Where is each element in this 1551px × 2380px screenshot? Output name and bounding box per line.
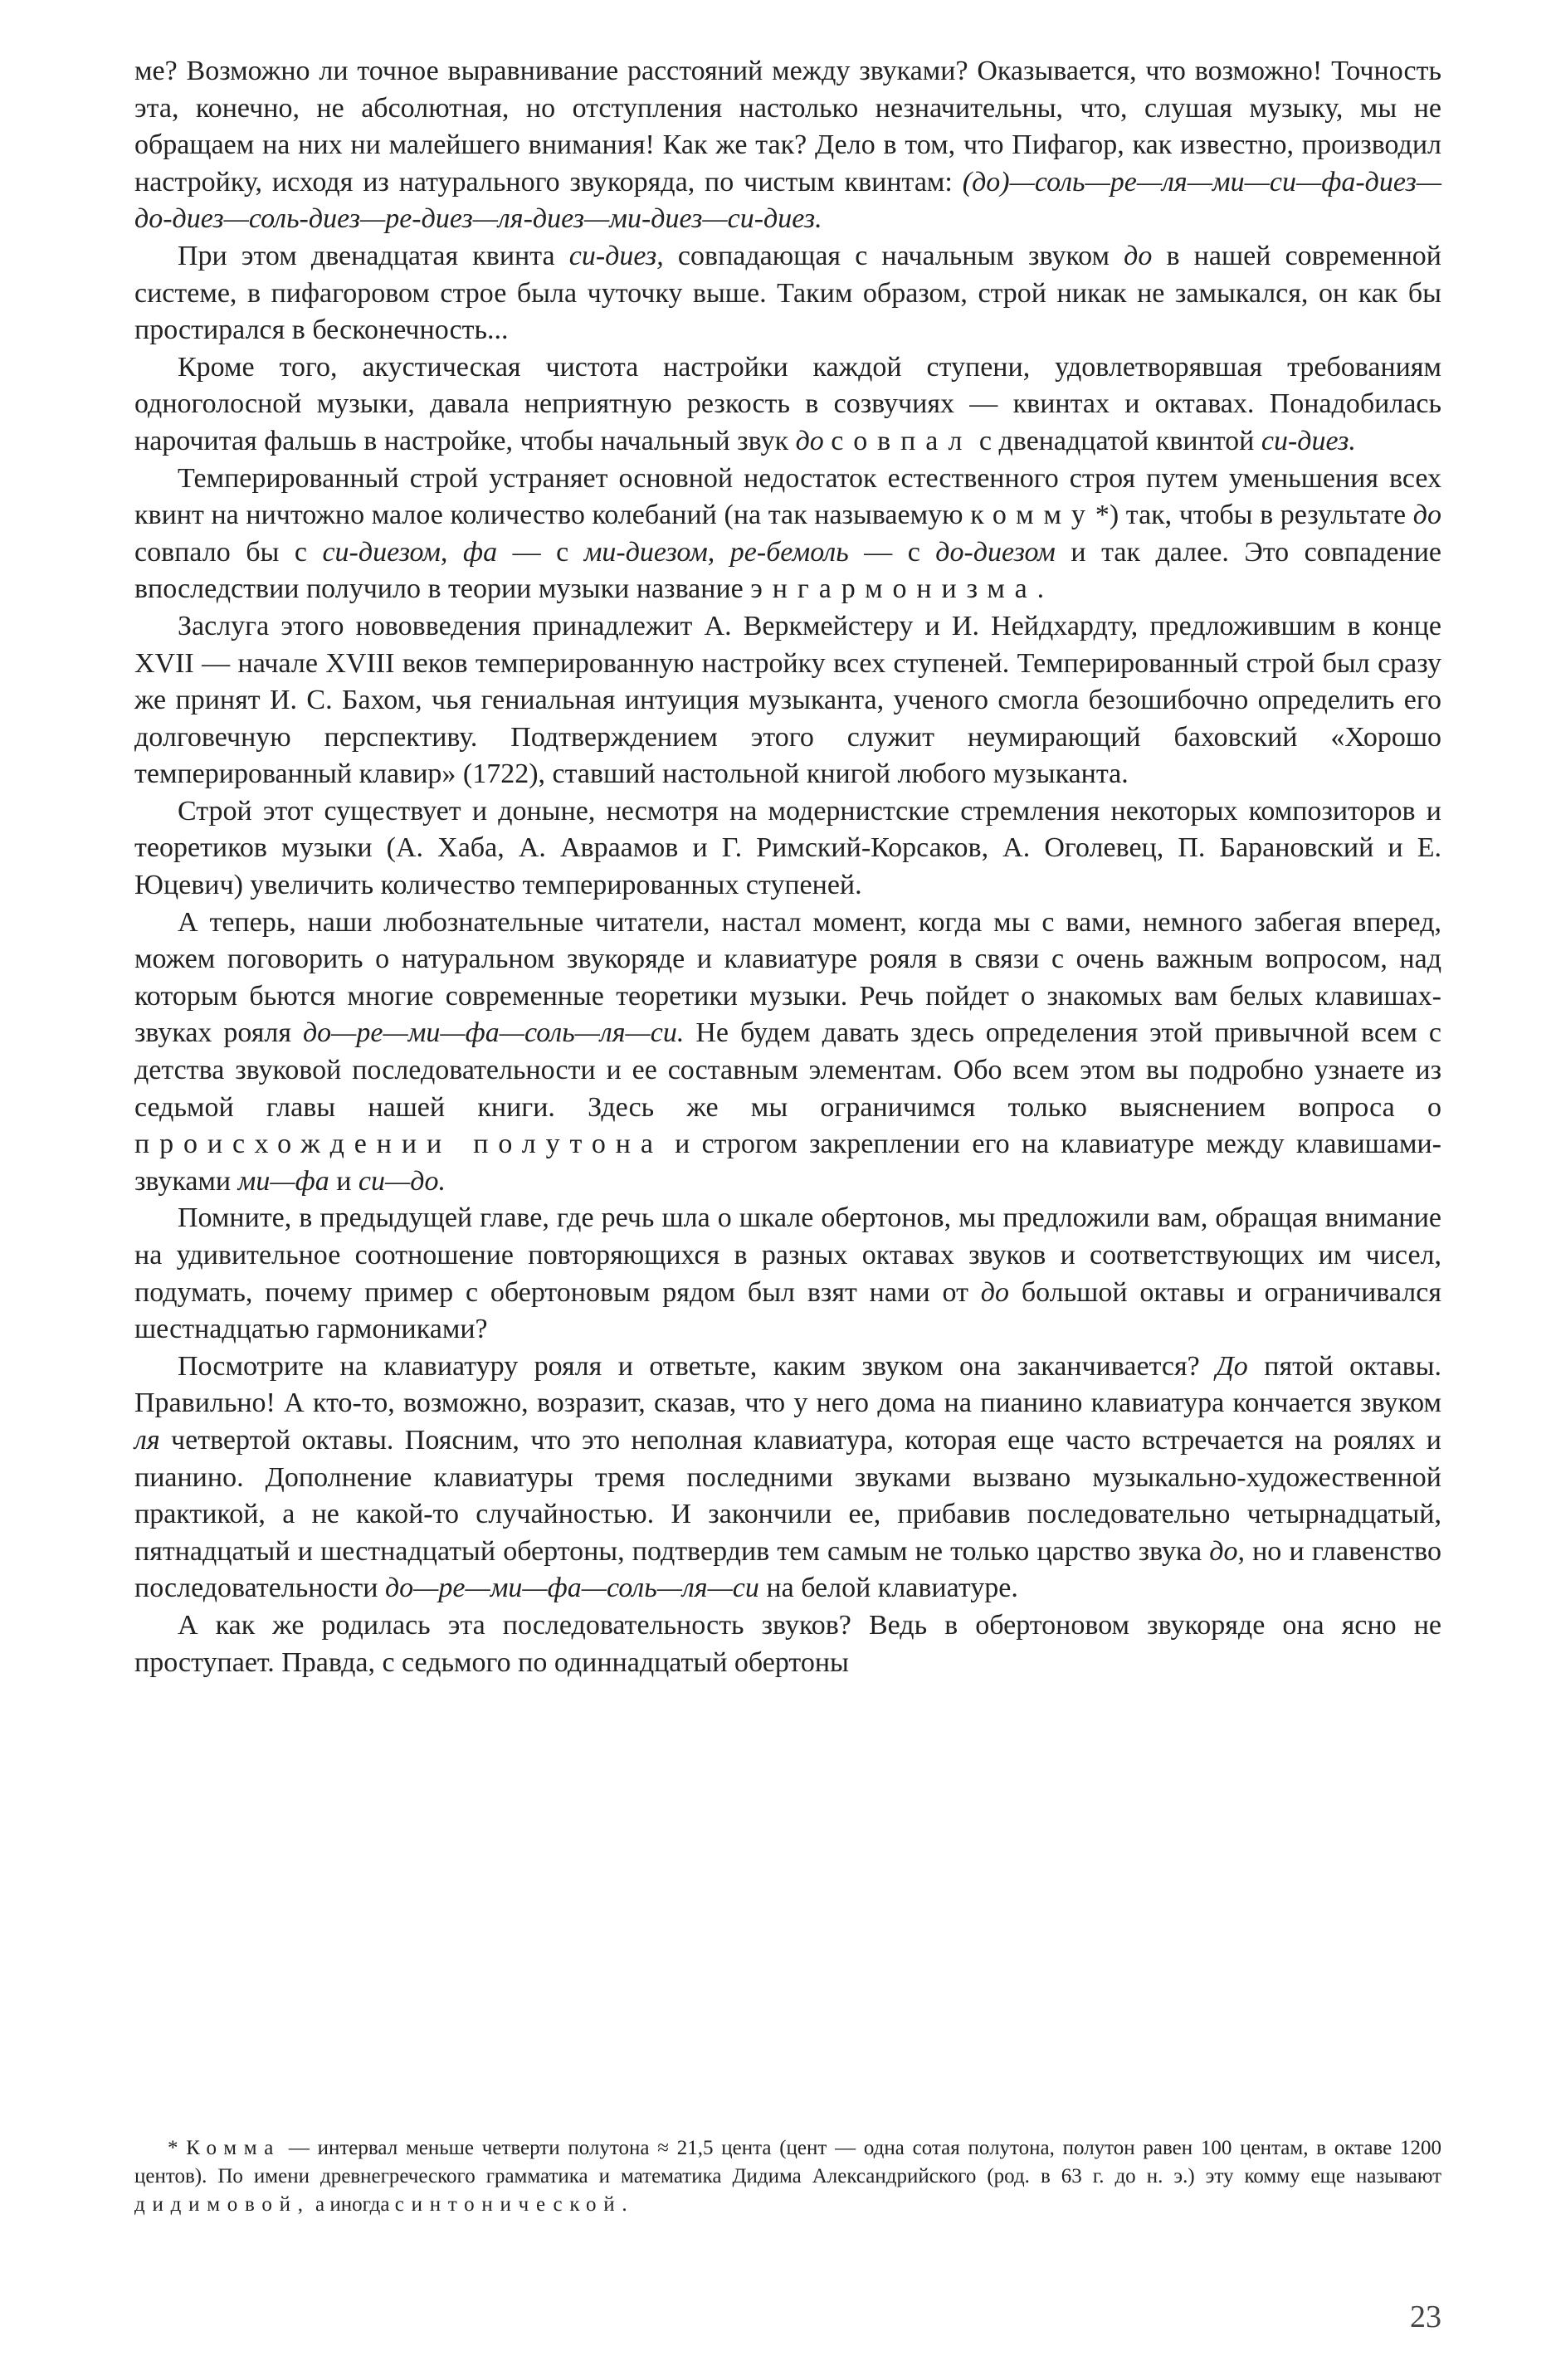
text-run: Помните, в предыдущей главе, где речь шла о шкале обертонов, мы предложили вам, обращая внимание на удивительное соотношение повторяющихся в разных октавах звуков и соответствующих им чисел, подумать, почему пример с обертоновым рядом был взят нами от — [134, 1202, 1441, 1308]
text-run: Кроме того, акустическая чистота настройки каждой ступени, удовлетворявшая требованиям одноголосной музыки, давала неприятную резкость в созвучиях — квинтах и октавах. Понадобилась нарочитая фальшь в настройке, чтобы начальный звук — [134, 351, 1441, 456]
text-run: и — [329, 1165, 358, 1197]
text-run: Темперированный строй устраняет основной недостаток естественного строя путем уменьшения всех квинт на ничтожно малое количество колебаний (на так называемую — [134, 462, 1441, 531]
text-run: и строгом закреплении его на клавиатуре между клавишами-звуками — [134, 1129, 1441, 1197]
italic-text: си-диез, — [568, 240, 664, 271]
footnote — [134, 2134, 1441, 2219]
italic-text: До — [1216, 1350, 1248, 1382]
italic-text: си-диез. — [1261, 425, 1356, 456]
spaced-text: совпал — [831, 425, 973, 456]
spaced-text: синтонической. — [394, 2193, 635, 2216]
paragraph — [134, 461, 1441, 608]
text-run: совпадающая с начальным звуком — [663, 240, 1124, 271]
text-run: *) так, чтобы в результате — [1095, 500, 1413, 531]
italic-text: си—до. — [358, 1165, 446, 1197]
text-run: с двенадцатой квинтой — [972, 425, 1261, 456]
italic-text: (до)—соль—ре—ля—ми—си—фа-диез—до-диез—соль-диез—ре-диез—ля-диез—ми-диез—си-диез. — [134, 166, 1441, 235]
paragraph — [134, 53, 1441, 238]
paragraph — [134, 1200, 1441, 1348]
italic-text: до—ре—ми—фа—соль—ля—си — [384, 1573, 759, 1604]
text-run: а иногда — [310, 2193, 395, 2216]
text-run: большой октавы и ограничивался шестнадцатью гармониками? — [134, 1276, 1441, 1345]
spaced-text: комму — [970, 500, 1095, 531]
paragraph — [134, 1349, 1441, 1607]
italic-text: до — [1412, 500, 1441, 531]
text-run: — с — [848, 536, 936, 568]
text-run: Не будем давать здесь определения этой привычной всем с детства звуковой последовательности и ее составным элементам. Обо всем этом вы подробно узнаете из седьмой главы нашей книги. Здесь же мы ограничимся только выяснением вопроса о — [134, 1017, 1441, 1123]
text-run: четвертой октавы. Поясним, что это неполная клавиатура, которая еще часто встречается на роялях и пианино. Дополнение клавиатуры тремя последними звуками вызвано музыкально-художественной практикой, а не какой-то случайностью. И закончили ее, прибавив последовательно четырнадцатый, пятнадцатый и шестнадцатый обертоны, подтвердив тем самым не только царство звука — [134, 1424, 1441, 1567]
paragraph — [134, 349, 1441, 461]
text-run: ме? Возможно ли точное выравнивание расстояний между звуками? Оказывается, что возможно! Точность эта, конечно, не абсолютная, но отступления настолько незначительны, что, слушая музыку, мы не обращаем на них ни малейшего внимания! Как же так? Дело в том, что Пифагор, как известно, производил настройку, исходя из натурального звукоряда, по чистым квинтам: — [134, 56, 1441, 198]
page-number: 23 — [1410, 2300, 1441, 2334]
italic-text: до—ре—ми—фа—соль—ля—си. — [302, 1017, 685, 1049]
paragraph: Заслуга этого нововведения принадлежит А. Веркмейстеру и И. Нейдхардту, предложившим в конце XVII — начале XVIII веков темперированную настройку всех ступеней. Темперированный строй был сразу же принят И. С. Бахом, чья гениальная интуиция музыканта, ученого смогла безошибочно определить его долговечную перспективу. Подтверждением этого служит неумирающий баховский «Хорошо темперированный клавир» (1722), ставший настольной книгой любого музыканта. — [134, 610, 1441, 790]
text-run: в нашей современной системе, в пифагоровом строе была чуточку выше. Таким образом, строй никак не замыкался, он как бы простирался в бесконечность... — [134, 240, 1441, 346]
italic-text: ми-диезом, ре-бемоль — [583, 536, 849, 568]
text-run: совпало бы с — [134, 536, 323, 568]
italic-text: ми—фа — [237, 1165, 329, 1197]
text-run: При этом двенадцатая квинта — [178, 240, 569, 271]
italic-text: до-диезом — [935, 536, 1056, 568]
italic-text: ля — [134, 1424, 160, 1456]
text-run: — интервал меньше четверти полутона ≈ 21,5 цента (цент — одна сотая полутона, полутон равен 100 центам, в октаве 1200 центов). По имени древнегреческого грамматика и математика Дидима Александрийского (род. в 63 г. до н. э.) эту комму еще называют — [134, 2137, 1441, 2187]
text-run: на белой клавиатуре. — [758, 1573, 1018, 1604]
italic-text: до — [795, 425, 824, 456]
italic-text: до — [980, 1276, 1009, 1308]
italic-text: си-диезом, фа — [322, 536, 498, 568]
paragraph — [134, 238, 1441, 349]
paragraph: Строй этот существует и доныне, несмотря на модернистские стремления некоторых композиторов и теоретиков музыки (А. Хаба, А. Авраамов и Г. Римский-Корсаков, А. Оголевец, П. Барановский и Е. Юцевич) увеличить количество темперированных ступеней. — [134, 795, 1441, 901]
paragraph: А как же родилась эта последовательность звуков? Ведь в обертоновом звукоряде она ясно не проступает. Правда, с седьмого по одиннадцатый обертоны — [134, 1609, 1441, 1678]
text-run: но и главенство последовательности — [134, 1535, 1442, 1604]
text-run: пятой октавы. Правильно! А кто-то, возможно, возразит, сказав, что у него дома на пианино клавиатура кончается звуком — [134, 1350, 1441, 1419]
footnote-marker: * — [168, 2137, 187, 2159]
spaced-text: происхождении полутона — [134, 1129, 663, 1160]
spaced-text: энгармонизма. — [750, 573, 1055, 605]
italic-text: до, — [1209, 1535, 1245, 1567]
body-text — [134, 53, 1441, 1681]
text-run: — с — [497, 536, 584, 568]
spaced-text: дидимовой, — [134, 2193, 310, 2216]
text-run: Посмотрите на клавиатуру рояля и ответьте, каким звуком она заканчивается? — [178, 1350, 1217, 1382]
text-run: и так далее. Это совпадение впоследствии получило в теории музыки название — [134, 536, 1441, 605]
text-run: А теперь, наши любознательные читатели, настал момент, когда мы с вами, немного забегая вперед, можем поговорить о натуральном звукоряде и клавиатуре рояля в связи с очень важным вопросом, над которым бьются многие современные теоретики музыки. Речь пойдет о знакомых вам белых клавишах-звуках рояля — [134, 906, 1441, 1049]
spaced-text: Комма — [186, 2137, 281, 2159]
paragraph — [134, 905, 1441, 1201]
italic-text: до — [1124, 240, 1153, 271]
